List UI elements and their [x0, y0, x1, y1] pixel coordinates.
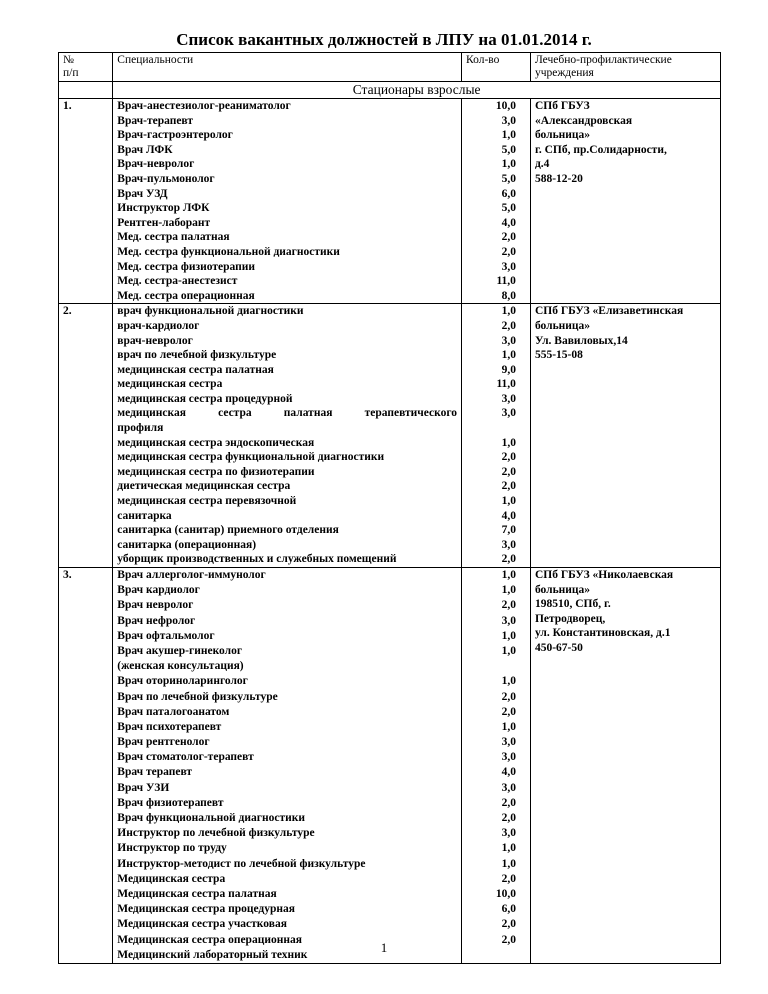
- specialty: диетическая медицинская сестра: [117, 480, 291, 493]
- specialty: Медицинская сестра: [117, 872, 226, 885]
- specialty: Врач функциональной диагностики: [117, 812, 305, 824]
- section-row: [59, 82, 721, 99]
- quantity: 1,0: [501, 129, 516, 142]
- specialty: Мед. сестра-анестезист: [117, 275, 238, 288]
- quantity: 3,0: [501, 751, 516, 764]
- quantity: 2,0: [501, 319, 516, 332]
- quantity: 3,0: [501, 407, 516, 420]
- header-qty: Кол-во: [462, 53, 531, 82]
- specialty: врач-невролог: [117, 334, 193, 347]
- specialty: Врач паталогоанатом: [117, 705, 230, 718]
- quantity: 1,0: [501, 349, 516, 362]
- institution-line: больница»: [534, 319, 591, 332]
- header-spec: Специальности: [113, 53, 462, 82]
- specialty: уборщик производственных и служебных помещений: [117, 553, 397, 566]
- institution-line: Петродворец,: [534, 612, 606, 625]
- specialty-list: [113, 304, 462, 568]
- specialty: Врач физиотерапевт: [117, 796, 224, 809]
- institution-line: г. СПб, пр.Солидарности,: [534, 143, 667, 156]
- header-row: [59, 53, 721, 82]
- quantity: 4,0: [501, 509, 516, 522]
- institution-line: больница»: [534, 583, 591, 596]
- specialty: медицинская сестра процедурной: [117, 392, 293, 405]
- quantity: 1,0: [501, 720, 516, 733]
- specialty: медицинская сестра эндоскопическая: [117, 436, 315, 449]
- quantity: 1,0: [501, 436, 516, 449]
- quantity: 5,0: [501, 202, 516, 215]
- specialty-list: [113, 568, 462, 964]
- table-row: [59, 99, 721, 304]
- institution: [530, 99, 720, 304]
- quantity: 1,0: [501, 629, 516, 642]
- quantity: 3,0: [501, 736, 516, 749]
- institution-line: СПб ГБУЗ: [534, 100, 590, 112]
- quantity: 2,0: [501, 918, 516, 931]
- quantity: 11,0: [496, 275, 516, 288]
- quantity: 2,0: [501, 796, 516, 809]
- row-number: 1.: [59, 99, 113, 304]
- quantity: 1,0: [501, 584, 516, 597]
- quantity: 2,0: [501, 599, 516, 612]
- specialty: медицинская сестра палатная терапевтического: [117, 407, 458, 420]
- specialty: Медицинская сестра процедурная: [117, 903, 295, 916]
- specialty: медицинская сестра палатная: [117, 363, 274, 376]
- quantity: 11,0: [496, 378, 516, 391]
- specialty: Врач нефролог: [117, 614, 196, 627]
- specialty: медицинская сестра перевязочной: [117, 495, 297, 508]
- vacancies-table: [58, 52, 721, 964]
- specialty: Мед. сестра физиотерапии: [117, 260, 255, 273]
- specialty: Врач терапевт: [117, 766, 193, 779]
- specialty: Врач психотерапевт: [117, 720, 222, 733]
- specialty: санитарка: [117, 509, 172, 522]
- quantity: 1,0: [501, 675, 516, 688]
- specialty: Мед. сестра операционная: [117, 289, 255, 302]
- quantity: 6,0: [501, 187, 516, 200]
- specialty: Врач УЗИ: [117, 781, 170, 794]
- quantity: 3,0: [501, 827, 516, 840]
- quantity: 1,0: [501, 569, 516, 581]
- specialty-list: [113, 99, 462, 304]
- quantity-list: [462, 568, 531, 964]
- quantity-list: [462, 304, 531, 568]
- institution-line: 198510, СПб, г.: [534, 598, 611, 611]
- quantity: 3,0: [501, 114, 516, 127]
- specialty: Врач рентгенолог: [117, 736, 210, 749]
- row-number: 3.: [59, 568, 113, 964]
- specialty-continuation: профиля: [117, 422, 164, 435]
- institution-line: СПб ГБУЗ «Елизаветинская: [534, 305, 684, 318]
- quantity: 1,0: [501, 158, 516, 171]
- quantity: 3,0: [501, 392, 516, 405]
- specialty: медицинская сестра: [117, 378, 223, 391]
- specialty: Врач акушер-гинеколог: [117, 644, 243, 657]
- specialty: медицинская сестра по физиотерапии: [117, 465, 315, 478]
- quantity: 7,0: [501, 524, 516, 537]
- specialty: Врач-невролог: [117, 158, 195, 171]
- specialty: врач-кардиолог: [117, 319, 200, 332]
- quantity: 2,0: [501, 553, 516, 566]
- section-title: Стационары взрослые: [113, 82, 721, 99]
- quantity: 3,0: [501, 334, 516, 347]
- institution-line: 555-15-08: [534, 349, 583, 362]
- specialty: Врач по лечебной физкультуре: [117, 690, 278, 703]
- quantity: 6,0: [501, 903, 516, 916]
- quantity: 4,0: [501, 216, 516, 229]
- specialty: Врач-терапевт: [117, 114, 194, 127]
- institution-line: «Александровская: [534, 114, 633, 127]
- specialty: Врач-пульмонолог: [117, 172, 215, 185]
- quantity: 1,0: [501, 644, 516, 657]
- institution-line: д.4: [534, 158, 550, 171]
- specialty: Врач аллерголог-иммунолог: [117, 569, 266, 581]
- institution-line: ул. Константиновская, д.1: [534, 627, 671, 640]
- quantity-list: [462, 99, 531, 304]
- quantity: 2,0: [501, 231, 516, 244]
- specialty: Врач оториноларинголог: [117, 675, 248, 688]
- specialty: Медицинская сестра операционная: [117, 933, 302, 946]
- quantity: 1,0: [501, 842, 516, 855]
- institution-line: Ул. Вавиловых,14: [534, 334, 628, 347]
- specialty: медицинская сестра функциональной диагностики: [117, 451, 385, 464]
- quantity: 3,0: [501, 538, 516, 551]
- specialty: Врач кардиолог: [117, 584, 200, 597]
- quantity: 2,0: [501, 451, 516, 464]
- table-row: [59, 568, 721, 964]
- quantity: 2,0: [501, 465, 516, 478]
- specialty: Медицинский лабораторный техник: [117, 948, 308, 961]
- quantity: 2,0: [501, 812, 516, 824]
- quantity: 2,0: [501, 245, 516, 258]
- institution: [530, 304, 720, 568]
- page-number: 1: [380, 940, 388, 955]
- institution-line: 588-12-20: [534, 172, 583, 185]
- quantity: 5,0: [501, 172, 516, 185]
- specialty: Медицинская сестра палатная: [117, 887, 277, 900]
- quantity: 8,0: [501, 289, 516, 302]
- specialty: Врач стоматолог-терапевт: [117, 751, 254, 764]
- specialty: врач функциональной диагностики: [117, 305, 304, 318]
- quantity: 1,0: [501, 857, 516, 870]
- header-num: № п/п: [59, 53, 113, 82]
- quantity: 5,0: [501, 143, 516, 156]
- institution-line: больница»: [534, 129, 591, 142]
- quantity: 3,0: [501, 781, 516, 794]
- header-inst: Лечебно-профилактические учреждения: [530, 53, 720, 82]
- specialty: Врач ЛФК: [117, 143, 173, 156]
- institution-line: 450-67-50: [534, 641, 583, 654]
- quantity: 3,0: [501, 614, 516, 627]
- table-row: [59, 304, 721, 568]
- quantity: 4,0: [501, 766, 516, 779]
- specialty: врач по лечебной физкультуре: [117, 349, 277, 362]
- institution: [530, 568, 720, 964]
- quantity: 10,0: [495, 887, 516, 900]
- quantity: 2,0: [501, 872, 516, 885]
- specialty: санитарка (операционная): [117, 538, 257, 551]
- quantity: 3,0: [501, 260, 516, 273]
- specialty: Медицинская сестра участковая: [117, 918, 287, 931]
- specialty: Врач-гастроэнтеролог: [117, 129, 233, 142]
- quantity: 9,0: [501, 363, 516, 376]
- quantity: 2,0: [501, 690, 516, 703]
- specialty: Мед. сестра палатная: [117, 231, 230, 244]
- row-number: 2.: [59, 304, 113, 568]
- specialty: Инструктор по труду: [117, 842, 227, 855]
- quantity: 2,0: [501, 705, 516, 718]
- specialty: Инструктор по лечебной физкультуре: [117, 827, 315, 840]
- quantity: 2,0: [501, 933, 516, 946]
- specialty: Врач невролог: [117, 599, 194, 612]
- institution-line: СПб ГБУЗ «Николаевская: [534, 569, 674, 581]
- specialty-continuation: (женская консультация): [117, 660, 244, 673]
- specialty: Врач-анестезиолог-реаниматолог: [117, 100, 291, 112]
- quantity: 1,0: [501, 305, 516, 318]
- specialty: Врач УЗД: [117, 187, 168, 200]
- specialty: Инструктор ЛФК: [117, 202, 210, 215]
- specialty: Мед. сестра функциональной диагностики: [117, 245, 340, 258]
- page-title: Список вакантных должностей в ЛПУ на 01.01.2014 г.: [176, 30, 592, 49]
- quantity: 10,0: [495, 100, 516, 112]
- quantity: 2,0: [501, 480, 516, 493]
- specialty: Инструктор-методист по лечебной физкультуре: [117, 857, 366, 870]
- specialty: Врач офтальмолог: [117, 629, 215, 642]
- specialty: санитарка (санитар) приемного отделения: [117, 524, 339, 537]
- specialty: Рентген-лаборант: [117, 216, 211, 229]
- quantity: 1,0: [501, 495, 516, 508]
